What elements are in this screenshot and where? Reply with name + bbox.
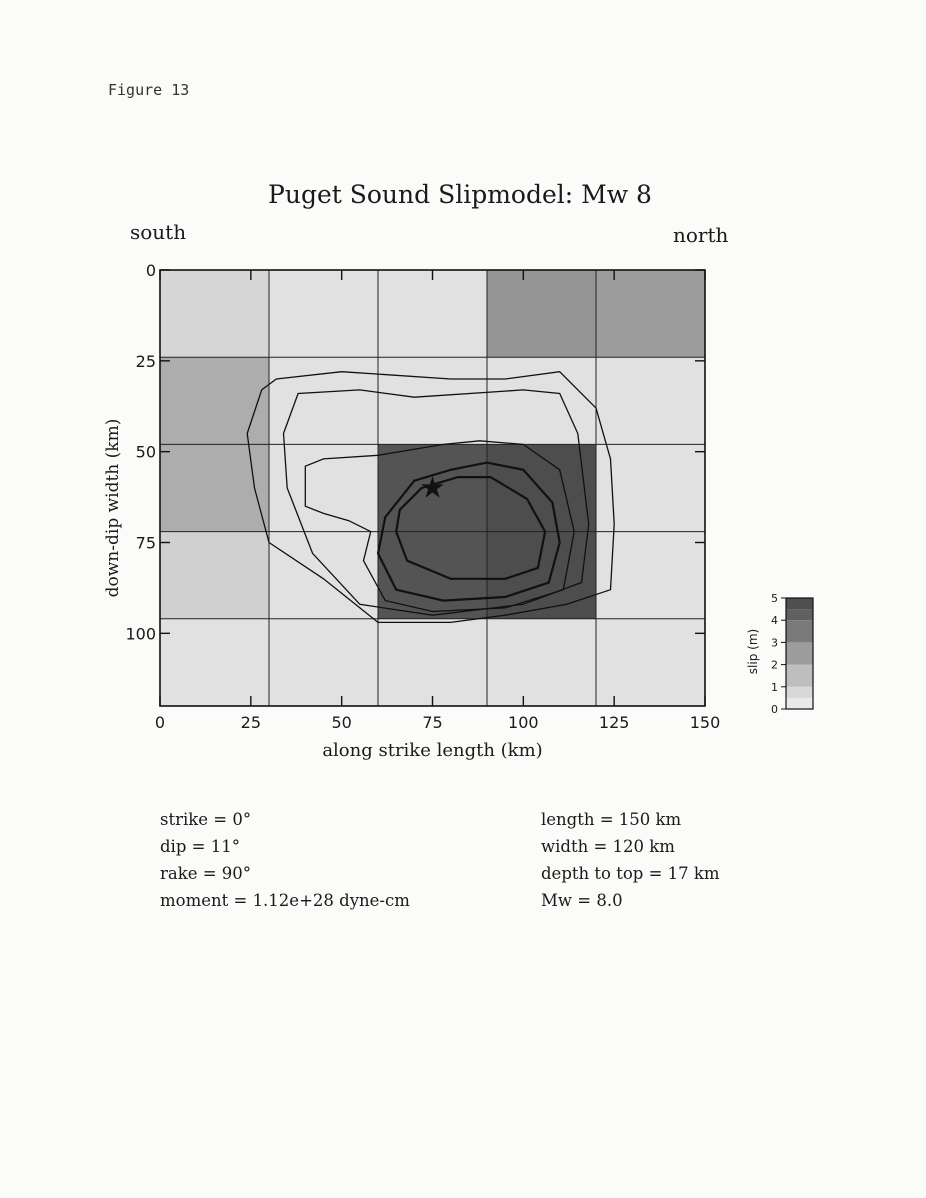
slip-cell (596, 619, 705, 706)
y-axis-label: down-dip width (km) (103, 418, 123, 598)
slip-cell (378, 619, 487, 706)
slip-cell (269, 357, 378, 444)
y-tick-label: 50 (135, 442, 156, 462)
x-tick-label: 0 (154, 713, 166, 732)
x-axis-label: along strike length (km) (322, 740, 543, 761)
slip-cell (596, 270, 705, 357)
slip-cell (487, 270, 596, 357)
slip-cell (487, 357, 596, 444)
x-tick-label: 100 (508, 713, 539, 732)
x-tick-label: 50 (331, 713, 352, 732)
y-tick-label: 75 (135, 533, 156, 553)
y-tick-label: 100 (125, 624, 156, 644)
x-tick-label: 25 (240, 713, 262, 732)
parameters-left (160, 806, 410, 914)
colorbar-tick-label: 3 (771, 636, 778, 650)
depth-param: depth to top = 17 km (541, 864, 720, 883)
slip-cell (378, 357, 487, 444)
slip-cell (596, 532, 705, 619)
colorbar-label: slip (m) (746, 628, 760, 675)
slip-cell (160, 532, 269, 619)
colorbar-band (786, 665, 813, 687)
x-tick-label: 125 (598, 713, 630, 732)
north-label: north (673, 223, 729, 247)
colorbar-tick-label: 4 (771, 614, 778, 628)
slip-cell (269, 532, 378, 619)
colorbar-band (786, 609, 813, 620)
rake-param: rake = 90° (160, 864, 252, 883)
slip-cell (160, 619, 269, 706)
slip-cell (160, 357, 269, 444)
colorbar-tick-label: 2 (771, 658, 778, 672)
slip-cell (596, 357, 705, 444)
y-tick-label: 25 (135, 351, 156, 371)
length-param: length = 150 km (541, 810, 682, 829)
mw-param: Mw = 8.0 (541, 891, 623, 910)
chart-title: Puget Sound Slipmodel: Mw 8 (268, 180, 652, 209)
slip-cell (269, 270, 378, 357)
parameters-right (541, 806, 720, 914)
colorbar-tick-label: 0 (771, 703, 778, 716)
width-param: width = 120 km (541, 837, 675, 856)
colorbar-tick-label: 5 (771, 592, 778, 605)
colorbar-tick-label: 1 (771, 680, 778, 694)
strike-param: strike = 0° (160, 810, 252, 829)
slip-cell (269, 619, 378, 706)
figure-label: Figure 13 (108, 81, 190, 99)
slip-cell (378, 270, 487, 357)
moment-param: moment = 1.12e+28 dyne-cm (160, 891, 410, 910)
colorbar-band (786, 642, 813, 664)
dip-param: dip = 11° (160, 837, 240, 856)
slip-cell (160, 444, 269, 531)
slip-cell (378, 532, 487, 619)
south-label: south (130, 220, 187, 244)
y-tick-label: 0 (145, 261, 156, 280)
colorbar-band (786, 620, 813, 642)
slip-cell (160, 270, 269, 357)
x-tick-label: 150 (689, 713, 721, 732)
slip-cell (487, 619, 596, 706)
colorbar-band (786, 687, 813, 698)
colorbar-band (786, 698, 813, 709)
x-tick-label: 75 (422, 713, 443, 732)
colorbar-band (786, 598, 813, 609)
